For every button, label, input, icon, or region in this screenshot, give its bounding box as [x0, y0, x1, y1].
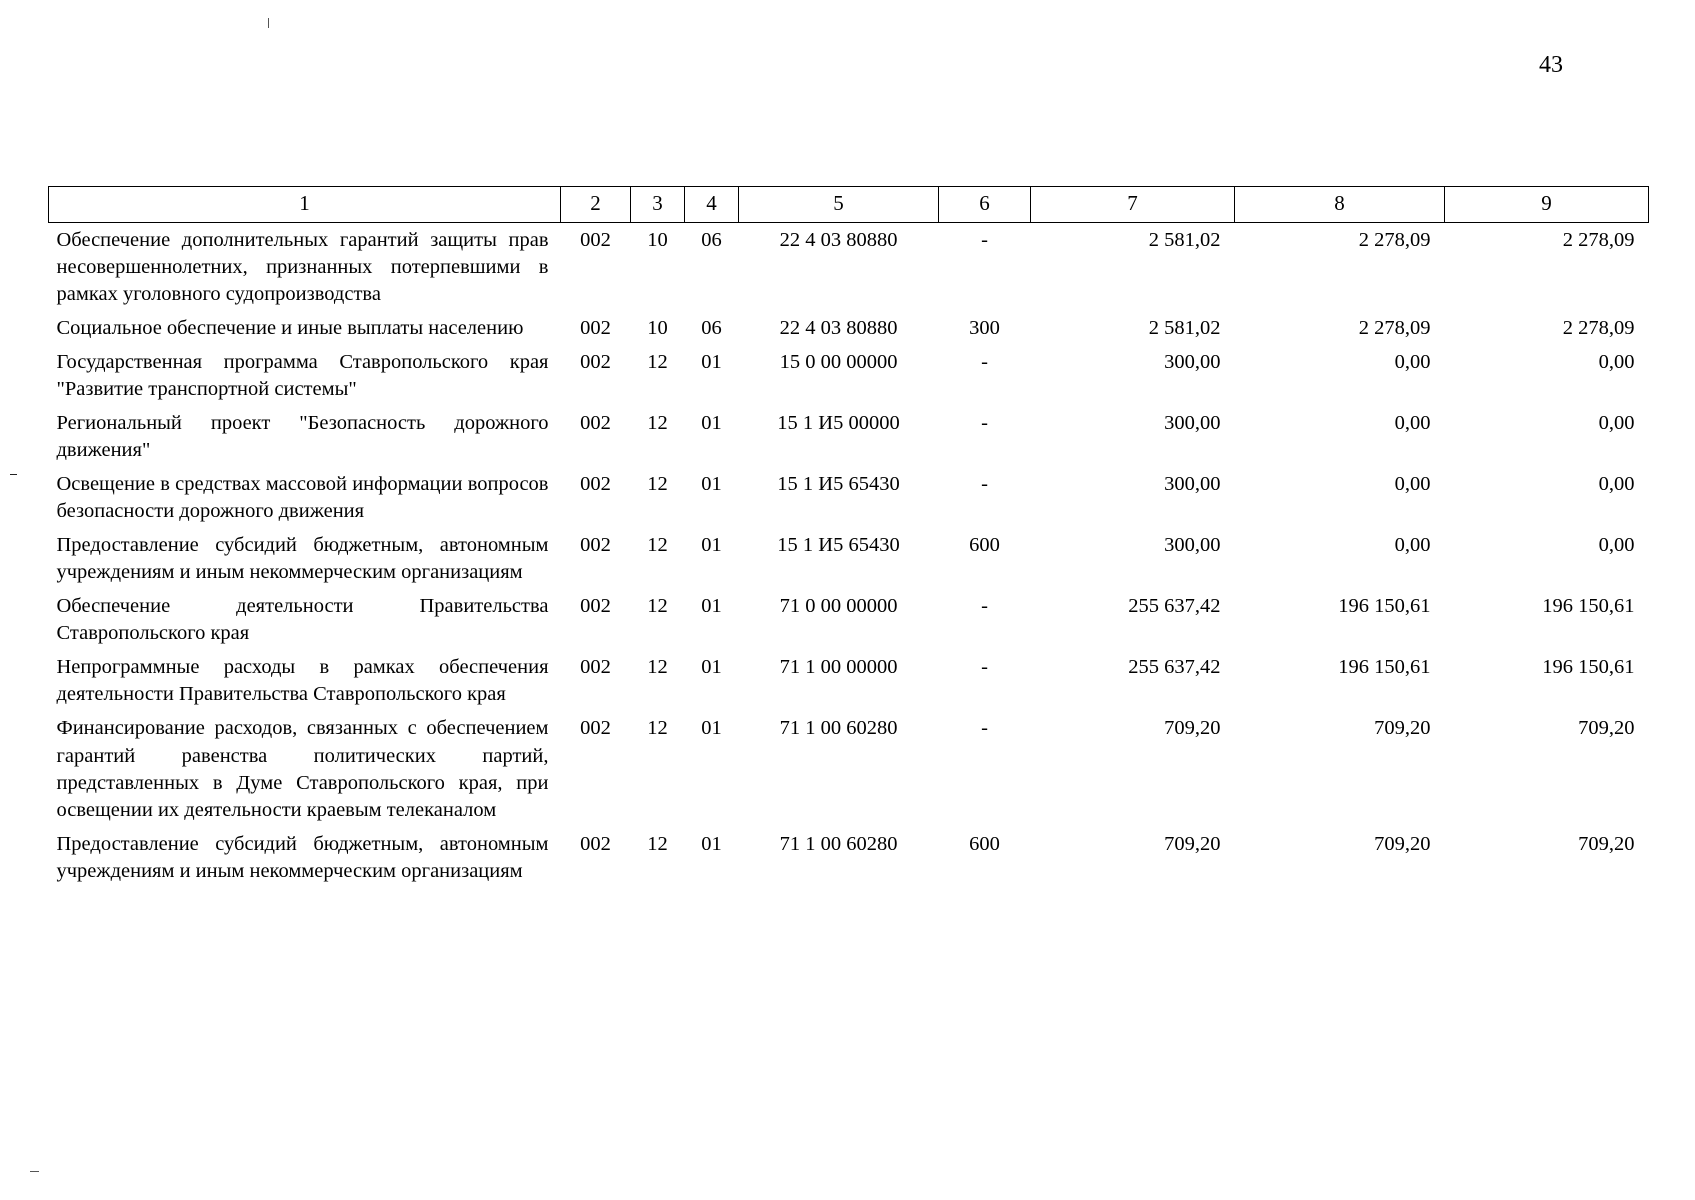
row-amount-8: 2 278,09	[1358, 228, 1431, 251]
row-amount-7: 709,20	[1164, 832, 1221, 855]
scan-mark-top	[268, 18, 269, 28]
row-amount-8: 196 150,61	[1338, 656, 1431, 679]
row-amount-9: 0,00	[1598, 350, 1635, 373]
row-subsection: 01	[701, 534, 722, 557]
row-target-code: 15 1 И5 65430	[777, 473, 900, 496]
row-section: 12	[647, 717, 668, 740]
scan-mark-left	[10, 474, 17, 475]
column-header-5: 5	[739, 187, 939, 223]
table-row	[49, 827, 1649, 888]
row-section: 12	[647, 832, 668, 855]
table-row	[49, 406, 1649, 467]
row-amount-7: 709,20	[1164, 717, 1221, 740]
row-name: Освещение в средствах массовой информации вопросов безопасности дорожного движения	[56, 473, 549, 523]
row-amount-7: 255 637,42	[1128, 656, 1221, 679]
row-name: Государственная программа Ставропольского края "Развитие транспортной системы"	[56, 350, 549, 400]
row-amount-8: 0,00	[1394, 473, 1431, 496]
row-expense-type: -	[981, 350, 988, 373]
row-amount-9: 196 150,61	[1542, 656, 1635, 679]
row-expense-type: -	[981, 412, 988, 434]
row-section: 12	[647, 473, 668, 496]
row-amount-9: 0,00	[1598, 412, 1635, 434]
row-amount-8: 709,20	[1374, 717, 1431, 740]
row-target-code: 22 4 03 80880	[779, 316, 898, 339]
row-amount-8: 0,00	[1394, 412, 1431, 434]
row-amount-9: 0,00	[1598, 534, 1635, 557]
row-subsection: 01	[701, 350, 722, 373]
row-name: Финансирование расходов, связанных с обеспечением гарантий равенства политических партий, представленных в Думе Ставропольского края, при освещении их деятельности краевым телеканалом	[56, 717, 549, 821]
row-chapter: 002	[580, 228, 611, 251]
column-header-4: 4	[685, 187, 739, 223]
budget-table	[48, 186, 1649, 888]
row-subsection: 01	[701, 595, 722, 618]
table-row	[49, 311, 1649, 345]
row-amount-7: 255 637,42	[1128, 595, 1221, 618]
row-expense-type: 600	[969, 534, 1000, 557]
row-section: 12	[647, 350, 668, 373]
row-target-code: 71 0 00 00000	[779, 595, 898, 618]
row-section: 12	[647, 656, 668, 679]
row-name: Социальное обеспечение и иные выплаты населению	[56, 316, 524, 339]
row-target-code: 22 4 03 80880	[779, 228, 898, 251]
row-amount-7: 300,00	[1164, 473, 1221, 496]
row-section: 12	[647, 412, 668, 434]
row-name: Непрограммные расходы в рамках обеспечения деятельности Правительства Ставропольского края	[56, 656, 549, 706]
row-name: Обеспечение дополнительных гарантий защиты прав несовершеннолетних, признанных потерпевшими в рамках уголовного судопроизводства	[56, 228, 549, 305]
row-name: Предоставление субсидий бюджетным, автономным учреждениям и иным некоммерческим организациям	[56, 832, 549, 882]
row-section: 12	[647, 534, 668, 557]
column-header-1: 1	[49, 187, 561, 223]
row-subsection: 01	[701, 656, 722, 679]
row-chapter: 002	[580, 717, 611, 740]
table-row	[49, 711, 1649, 826]
table-header-row	[49, 187, 1649, 223]
scan-mark-bottom	[30, 1171, 39, 1172]
row-chapter: 002	[580, 316, 611, 339]
row-expense-type: -	[981, 473, 988, 496]
row-subsection: 06	[701, 228, 722, 251]
row-section: 10	[647, 316, 668, 339]
row-amount-7: 300,00	[1164, 350, 1221, 373]
row-chapter: 002	[580, 412, 611, 434]
row-expense-type: -	[981, 228, 988, 251]
table-row	[49, 528, 1649, 589]
row-amount-8: 2 278,09	[1358, 316, 1431, 339]
row-chapter: 002	[580, 534, 611, 557]
budget-table-wrapper	[48, 186, 1648, 888]
column-header-2: 2	[561, 187, 631, 223]
row-amount-7: 2 581,02	[1148, 316, 1221, 339]
row-amount-9: 709,20	[1578, 832, 1635, 855]
row-amount-7: 300,00	[1164, 534, 1221, 557]
row-expense-type: -	[981, 656, 988, 679]
row-section: 12	[647, 595, 668, 618]
table-row	[49, 345, 1649, 406]
row-amount-9: 709,20	[1578, 717, 1635, 740]
table-row	[49, 650, 1649, 711]
row-expense-type: -	[981, 717, 988, 740]
row-target-code: 15 0 00 00000	[779, 350, 898, 373]
row-subsection: 01	[701, 473, 722, 496]
row-chapter: 002	[580, 832, 611, 855]
row-subsection: 01	[701, 717, 722, 740]
table-row	[49, 222, 1649, 311]
row-target-code: 15 1 И5 65430	[777, 534, 900, 557]
row-amount-7: 300,00	[1164, 412, 1221, 434]
row-amount-7: 2 581,02	[1148, 228, 1221, 251]
row-subsection: 01	[701, 412, 722, 434]
row-expense-type: -	[981, 595, 988, 618]
row-name: Региональный проект "Безопасность дорожного движения"	[56, 412, 549, 462]
column-header-8: 8	[1235, 187, 1445, 223]
row-section: 10	[647, 228, 668, 251]
column-header-9: 9	[1445, 187, 1649, 223]
row-amount-9: 196 150,61	[1542, 595, 1635, 618]
row-name: Обеспечение деятельности Правительства Ставропольского края	[56, 595, 549, 645]
row-chapter: 002	[580, 595, 611, 618]
column-header-7: 7	[1031, 187, 1235, 223]
row-amount-8: 709,20	[1374, 832, 1431, 855]
row-target-code: 71 1 00 60280	[779, 832, 898, 855]
row-chapter: 002	[580, 656, 611, 679]
table-row	[49, 467, 1649, 528]
column-header-3: 3	[631, 187, 685, 223]
row-name: Предоставление субсидий бюджетным, автономным учреждениям и иным некоммерческим организациям	[56, 534, 549, 584]
table-row	[49, 589, 1649, 650]
row-amount-8: 0,00	[1394, 534, 1431, 557]
row-target-code: 71 1 00 60280	[779, 717, 898, 740]
row-amount-8: 0,00	[1394, 350, 1431, 373]
row-amount-9: 2 278,09	[1562, 316, 1635, 339]
row-subsection: 01	[701, 832, 722, 855]
page-number: 43	[1539, 52, 1563, 78]
row-chapter: 002	[580, 350, 611, 373]
row-amount-8: 196 150,61	[1338, 595, 1431, 618]
row-chapter: 002	[580, 473, 611, 496]
row-expense-type: 300	[969, 316, 1000, 339]
row-target-code: 71 1 00 00000	[779, 656, 898, 679]
row-amount-9: 2 278,09	[1562, 228, 1635, 251]
row-amount-9: 0,00	[1598, 473, 1635, 496]
row-expense-type: 600	[969, 832, 1000, 855]
row-target-code: 15 1 И5 00000	[777, 412, 900, 434]
column-header-6: 6	[939, 187, 1031, 223]
row-subsection: 06	[701, 316, 722, 339]
